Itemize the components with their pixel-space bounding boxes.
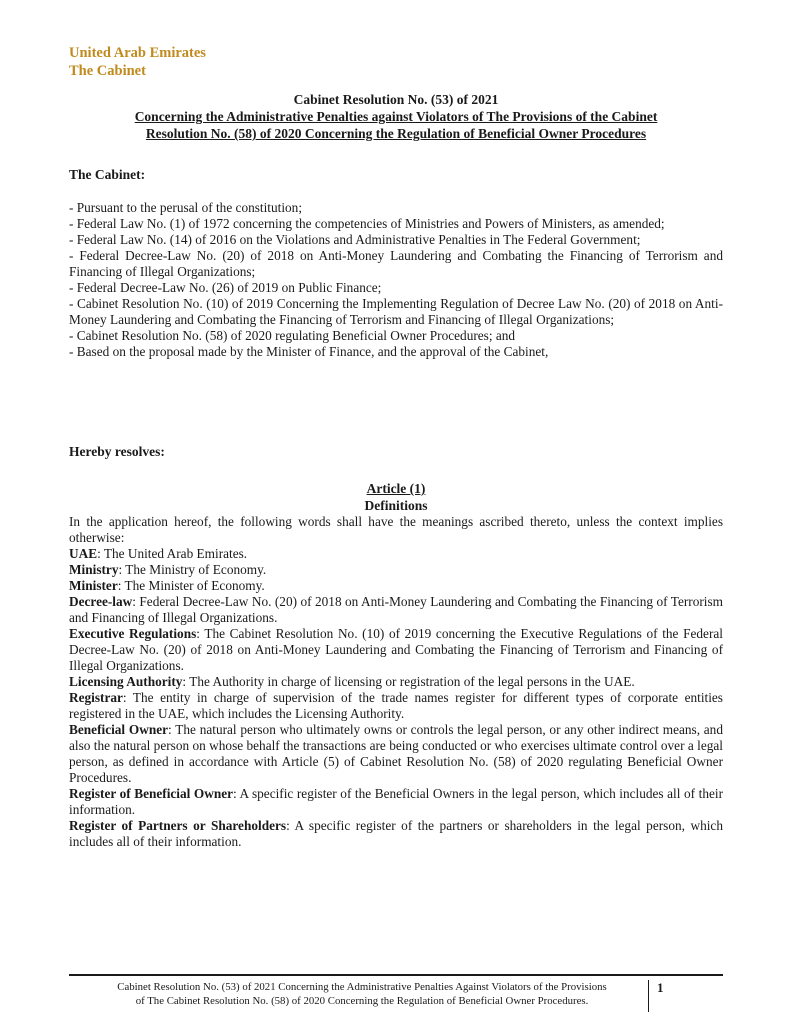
preamble-item: - Cabinet Resolution No. (10) of 2019 Concerning the Implementing Regulation of Decree Law No. (20) of 2018 on Anti-Money Laundering and Combating the Financing of Terrorism and Financing of Illegal Organizations;	[69, 296, 723, 327]
definition-term: Register of Beneficial Owner	[69, 786, 234, 801]
definition-term: Beneficial Owner	[69, 722, 169, 737]
definition-term: Registrar	[69, 690, 123, 705]
preamble-item: - Cabinet Resolution No. (58) of 2020 regulating Beneficial Owner Procedures; and	[69, 328, 516, 343]
preamble-item: - Federal Decree-Law No. (26) of 2019 on Public Finance;	[69, 280, 382, 295]
definition-item	[69, 626, 723, 674]
definition-text: : The Ministry of Economy.	[118, 562, 267, 577]
preamble-item: - Federal Law No. (1) of 1972 concerning the competencies of Ministries and Powers of Ministers, as amended;	[69, 216, 665, 231]
definition-text: : The Cabinet Resolution No. (10) of 2019 concerning the Executive Regulations of the Federal Decree-Law No. (20) of 2018 on Anti-Money Laundering and Combating the Financing of Terrorism and Financing of Illegal Organizations.	[69, 626, 723, 673]
preamble-item: - Federal Decree-Law No. (20) of 2018 on Anti-Money Laundering and Combating the Financing of Terrorism and Financing of Illegal Organizations;	[69, 248, 723, 279]
definition-term: Register of Partners or Shareholders	[69, 818, 287, 833]
article-heading	[69, 480, 723, 514]
definitions-section	[69, 514, 723, 850]
page-footer	[69, 974, 723, 1012]
definition-item	[69, 690, 723, 722]
preamble-list	[69, 200, 723, 360]
definition-text: : Federal Decree-Law No. (20) of 2018 on Anti-Money Laundering and Combating the Financing of Terrorism and Financing of Illegal Organizations.	[69, 594, 723, 625]
definition-item	[69, 594, 723, 626]
preamble-item: - Pursuant to the perusal of the constitution;	[69, 200, 303, 215]
definition-text: : The Minister of Economy.	[117, 578, 265, 593]
letterhead-country: United Arab Emirates	[69, 45, 206, 61]
preamble-item: - Based on the proposal made by the Minister of Finance, and the approval of the Cabinet,	[69, 344, 549, 359]
definition-term: UAE	[69, 546, 98, 561]
definition-text: : The entity in charge of supervision of the trade names register for different types of corporate entities registered in the UAE, which includes the Licensing Authority.	[69, 690, 723, 721]
footer-citation	[77, 980, 647, 1008]
footer-divider	[648, 980, 649, 1012]
definition-text: : The Authority in charge of licensing or registration of the legal persons in the UAE.	[182, 674, 635, 689]
article-title: Definitions	[364, 498, 428, 513]
definition-text: : The natural person who ultimately owns or controls the legal person, or any other indirect means, and also the natural person on whose behalf the transactions are being conducted or who exercises ultimate control over a legal person, as defined in accordance with Article (5) of Cabinet Resolution No. (58) of 2020 regulating Beneficial Owner Procedures.	[69, 722, 723, 785]
definition-text: : A specific register of the Beneficial Owners in the legal person, which includes all of their information.	[69, 786, 723, 817]
definition-item	[69, 562, 723, 578]
letterhead-cabinet: The Cabinet	[69, 63, 146, 79]
definition-term: Executive Regulations	[69, 626, 197, 641]
definition-item	[69, 818, 723, 850]
definition-term: Decree-law	[69, 594, 133, 609]
definition-term: Ministry	[69, 562, 119, 577]
definition-term: Minister	[69, 578, 118, 593]
definitions-intro: In the application hereof, the following words shall have the meanings ascribed thereto, unless the context implies otherwise:	[69, 514, 723, 545]
definition-item	[69, 786, 723, 818]
resolution-subject-line-2: Resolution No. (58) of 2020 Concerning the Regulation of Beneficial Owner Procedures	[145, 126, 647, 141]
article-number: Article (1)	[366, 481, 426, 496]
resolution-title	[69, 91, 723, 142]
definition-item	[69, 722, 723, 786]
definition-text: : The United Arab Emirates.	[97, 546, 248, 561]
resolution-subject-line-1: Concerning the Administrative Penalties against Violators of The Provisions of the Cabinet	[134, 109, 658, 124]
resolution-number: Cabinet Resolution No. (53) of 2021	[293, 92, 499, 107]
definition-item	[69, 578, 723, 594]
definition-item	[69, 674, 723, 690]
footer-line-1: Cabinet Resolution No. (53) of 2021 Concerning the Administrative Penalties Against Violators of the Provisions	[117, 981, 607, 993]
cabinet-heading: The Cabinet:	[69, 167, 146, 182]
page-number: 1	[657, 980, 664, 995]
definition-item	[69, 546, 723, 562]
footer-line-2: of The Cabinet Resolution No. (58) of 2020 Concerning the Regulation of Beneficial Owner Procedures.	[135, 995, 589, 1007]
definition-term: Licensing Authority	[69, 674, 183, 689]
letterhead	[69, 44, 206, 80]
preamble-item: - Federal Law No. (14) of 2016 on the Violations and Administrative Penalties in The Federal Government;	[69, 232, 641, 247]
resolves-heading: Hereby resolves:	[69, 444, 165, 459]
definition-text: : A specific register of the partners or shareholders in the legal person, which includes all of their information.	[69, 818, 723, 849]
